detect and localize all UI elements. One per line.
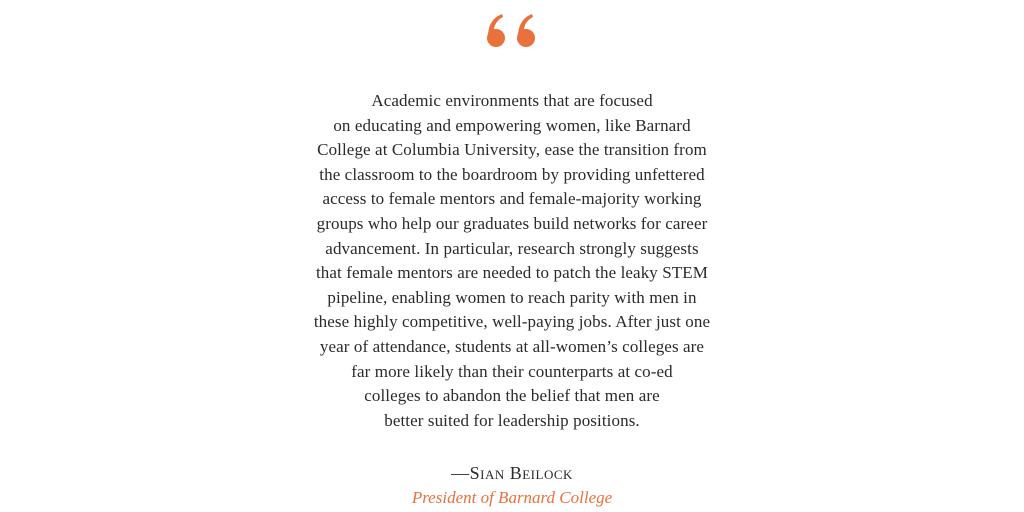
quote-line: the classroom to the boardroom by providing unfettered xyxy=(319,164,705,184)
author-name: —Sian Beilock xyxy=(451,463,573,483)
quote-text xyxy=(262,89,762,433)
quote-line: better suited for leadership positions. xyxy=(384,410,640,430)
quote-line: advancement. In particular, research strongly suggests xyxy=(325,238,699,258)
quote-line: on educating and empowering women, like Barnard xyxy=(333,115,691,135)
quote-line: far more likely than their counterparts at co-ed xyxy=(351,361,673,381)
quote-line: groups who help our graduates build networks for career xyxy=(316,213,708,233)
author-title: President of Barnard College xyxy=(411,488,613,507)
quote-line: pipeline, enabling women to reach parity with men in xyxy=(327,287,697,307)
quote-line: Academic environments that are focused xyxy=(371,91,653,110)
open-quotation-mark-icon xyxy=(0,6,1024,56)
quote-line: year of attendance, students at all-women’s colleges are xyxy=(319,336,705,356)
quote-line: access to female mentors and female-majority working xyxy=(322,189,702,209)
quote-line: these highly competitive, well-paying jobs. After just one xyxy=(313,312,711,332)
quote-line: that female mentors are needed to patch the leaky STEM xyxy=(315,263,708,283)
quote-line: College at Columbia University, ease the transition from xyxy=(317,140,707,160)
quote-line: colleges to abandon the belief that men are xyxy=(364,386,660,406)
quote-attribution xyxy=(0,460,1024,510)
